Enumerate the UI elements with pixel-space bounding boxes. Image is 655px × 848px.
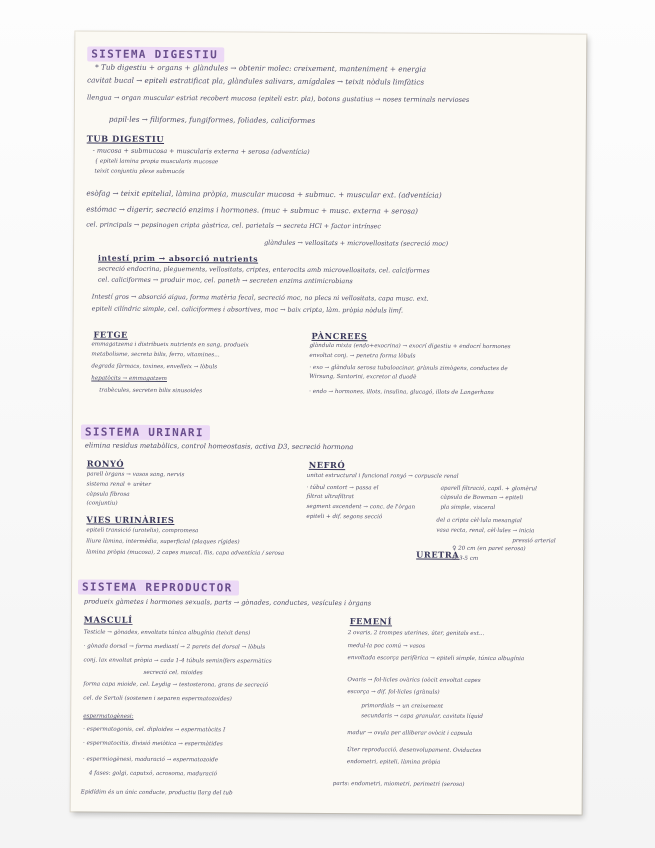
repro-title: SISTEMA REPRODUCTOR <box>78 579 239 595</box>
masculi-line: secreció cel. mioides <box>143 669 203 677</box>
nefro-line: filtrat ultrafiltrat <box>306 493 355 501</box>
femeni-line: 2 ovaris, 2 trompes uterines, úter, genitals ext... <box>347 630 485 637</box>
femeni-line: Úter reproducció, desenvolupament. Oviductes <box>346 747 482 754</box>
tub-line: epiteli cilíndric simple, cel. caliciformes i absortives, moc → baix cripta, làm. pròpia nòduls limf. <box>91 304 404 315</box>
digest-line: cavitat bucal → epiteli estratificat pla, glàndules salivars, amígdales → teixit nòduls limfàtics <box>87 75 425 87</box>
masculi-line: 4 fases: golgi, caputxó, acrosoma, maduració <box>88 770 218 778</box>
pancrees-title: PÀNCREES <box>311 330 368 342</box>
notes-sheet <box>71 31 587 814</box>
pancrees-line: envoltat conj. → penetra forma lòbuls <box>309 352 416 360</box>
pancrees-line: glàndula mixta (endo+exocrina) → exocrí digestiu + endocrí hormones <box>309 342 511 351</box>
uretra-label: URETRA <box>416 549 460 560</box>
tub-line: secreció endocrina, pleguements, vellositats, criptes, enterocits amb microvellositats, cel. calciformes <box>97 264 430 275</box>
masculi-line: · espermatogonis, cel. diploides → espermatòcits I <box>83 726 226 734</box>
nefro-line: vasa recta, renal, cèl·lules → inicia <box>436 527 535 535</box>
tub-line: - mucosa + submucosa + muscularis externa + serosa (adventícia) <box>92 146 310 156</box>
nefro-line: pla simple, visceral <box>440 504 496 512</box>
digest-line: llengua → organ muscular estriat recobert mucosa (epiteli estr. pla), botons gustatius → noses terminals nervioses <box>86 93 470 104</box>
nefro-line: segment ascendent → conc. de l'òrgan <box>306 503 416 511</box>
tub-line: { epiteli lamina propia muscularis mucosae <box>94 158 219 166</box>
tub-line: glàndules → vellositats + microvellositats (secreció moc) <box>264 238 449 248</box>
nefro-line: unitat estructural i funcional ronyó → corpuscle renal <box>306 472 459 480</box>
nefro-line: · túbul contort → passa el <box>306 484 379 492</box>
masculi-line: Testicle → gònades, envoltats túnica albugínia (teixit dens) <box>83 629 251 637</box>
vies-line: làmina pròpia (mucosa), 2 capes muscul. llis, capa adventícia / serosa <box>86 549 285 557</box>
fetge-title: FETGE <box>93 329 128 340</box>
femeni-line: madur → ovula per alliberar ovòcit i capsula <box>347 730 473 737</box>
ronyo-line: (conjuntiu) <box>86 500 118 507</box>
vies-line: epiteli transició (urotelis), compromesa <box>86 527 199 535</box>
nefro-line: càpsula de Bowman → epiteli <box>440 494 524 502</box>
vies-line: lliure làmina, intermèdia, superficial (plaques rígides) <box>86 538 240 546</box>
nefro-line: pressió arterial <box>512 538 556 545</box>
tub-title: TUB DIGESTIU <box>86 133 165 144</box>
vies-title: VIES URINÀRIES <box>86 514 175 526</box>
fetge-line: trabècules, secreten bilis sinusoides <box>99 387 203 395</box>
nefro-line: del a cripta cèl·lula mesangial <box>436 517 522 525</box>
masculi-line: · espermiogènesi, maduració → espermatozoide <box>82 756 219 764</box>
masculi-line: · espermatocitis, divisió meiòtica → espermàtides <box>83 740 223 748</box>
masculi-line: · gònada dorsal → forma mediastí → 2 parets del dorsal → lòbuls <box>83 643 266 651</box>
tub-line: cel. caliciformes → produir moc, cel. paneth → secreten enzims antimicrobians <box>97 275 353 286</box>
tub-line: teixit conjuntiu plexe submucós <box>94 168 185 176</box>
ronyo-line: sistema renal + urèter <box>86 481 151 488</box>
femeni-line: escorça → dif. fol·licles (grànuls) <box>347 689 440 696</box>
femeni-line: envoltada escorça perifèrica → epiteli simple, túnica albugínia <box>347 655 525 663</box>
pancrees-line: · endo → hormones, illots, insulina, glucagó, illots de Langerhans <box>309 388 494 397</box>
masculi-line: espermatogènesi: <box>83 713 134 720</box>
fetge-line: hepatòcits → emmagatzem <box>91 375 168 383</box>
ronyo-line: parell òrgans → vasos sang, nervis <box>86 471 185 479</box>
fetge-line: degrada fàrmacs, toxines, envelleix → lòbuls <box>91 363 218 371</box>
femeni-line: medul·la poc comú → vasos <box>347 643 426 650</box>
femeni-title: FEMENÍ <box>349 616 393 627</box>
nefro-title: NEFRÓ <box>308 459 346 471</box>
digest-line: * Tub digestiu + organs + glàndules → obtenir molec: creixement, manteniment + energia <box>95 62 427 74</box>
digest-line: papil·les → filiformes, fungiformes, foliades, caliciformes <box>108 114 316 125</box>
fetge-line: metabolisme, secreta bilis, ferro, vitamines... <box>91 351 220 359</box>
uretra-line: ♂ 3-5 cm <box>452 555 479 562</box>
uretra-line: ♀ 20 cm (en paret serosa) <box>452 545 526 553</box>
urinari-title: SISTEMA URINARI <box>81 424 210 440</box>
nefro-line: epiteli + dif. segons secció <box>306 513 383 521</box>
masculi-line: forma capa mioide, cel. Leydig → testosterona, grans de secreció <box>83 681 269 689</box>
digest-title: SISTEMA DIGESTIU <box>87 47 224 63</box>
intesti-prim: intestí prim → absorció nutrients <box>97 253 259 264</box>
ronyo-title: RONYÓ <box>86 458 125 469</box>
tub-line: Intestí gros → absorció aigua, forma matèria fecal, secreció moc, no plecs ni vellositats, capa musc. ext. <box>91 292 429 303</box>
masculi-line: Epidídim és un únic conducte, productiu llarg del tub <box>80 789 233 797</box>
ronyo-line: càpsula fibrosa <box>86 491 130 498</box>
repro-line: produeix gàmetes i hormones sexuals, parts → gònades, conductes, vesícules i òrgans <box>83 597 372 608</box>
urinari-line: elimina residus metabòlics, control homeostasis, activa D3, secreció hormona <box>84 441 354 452</box>
femeni-line: endometri, epiteli, làmina pròpia <box>346 759 441 766</box>
tub-line: estómac → digerir, secreció enzims i hormones. (muc + submuc + musc. externa + serosa) <box>86 204 418 216</box>
masculi-line: conj. lax envoltat pròpia → cada 1-4 túbuls seminífers espermàtics <box>83 657 272 665</box>
tub-line: cel. principals → pepsinogen cripta gàstrica, cel. parietals → secreta HCl + factor intrínsec <box>86 220 382 231</box>
nefro-line: aparell filtració, capil. + glomèrul <box>440 485 537 493</box>
pancrees-line: Wirsung, Santorini, excretor al duodè <box>309 373 417 381</box>
masculi-line: cel. de Sertoli (sostenen i separen espermatozoides) <box>83 695 232 703</box>
femeni-line: Ovaris → fol·licles ovàrics (oòcit envoltat capes <box>347 677 481 684</box>
masculi-title: MASCULÍ <box>83 614 133 625</box>
tub-line: esòfag → teixit epitelial, làmina pròpia, muscular mucosa + submuc. + muscular ext. (adventícia) <box>86 188 442 200</box>
femeni-line: secundaris → capa granular, cavitats líquid <box>361 713 483 720</box>
pancrees-line: · exo → glàndula serosa tubuloacinar, grànuls zimògens, conductes de <box>309 364 508 373</box>
femeni-line: parts: endometri, miometri, perimetri (serosa) <box>332 781 465 788</box>
femeni-line: primordials → un creixement <box>361 703 444 710</box>
fetge-line: emmagatzema i distribueix nutrients en sang, produeix <box>91 341 249 349</box>
